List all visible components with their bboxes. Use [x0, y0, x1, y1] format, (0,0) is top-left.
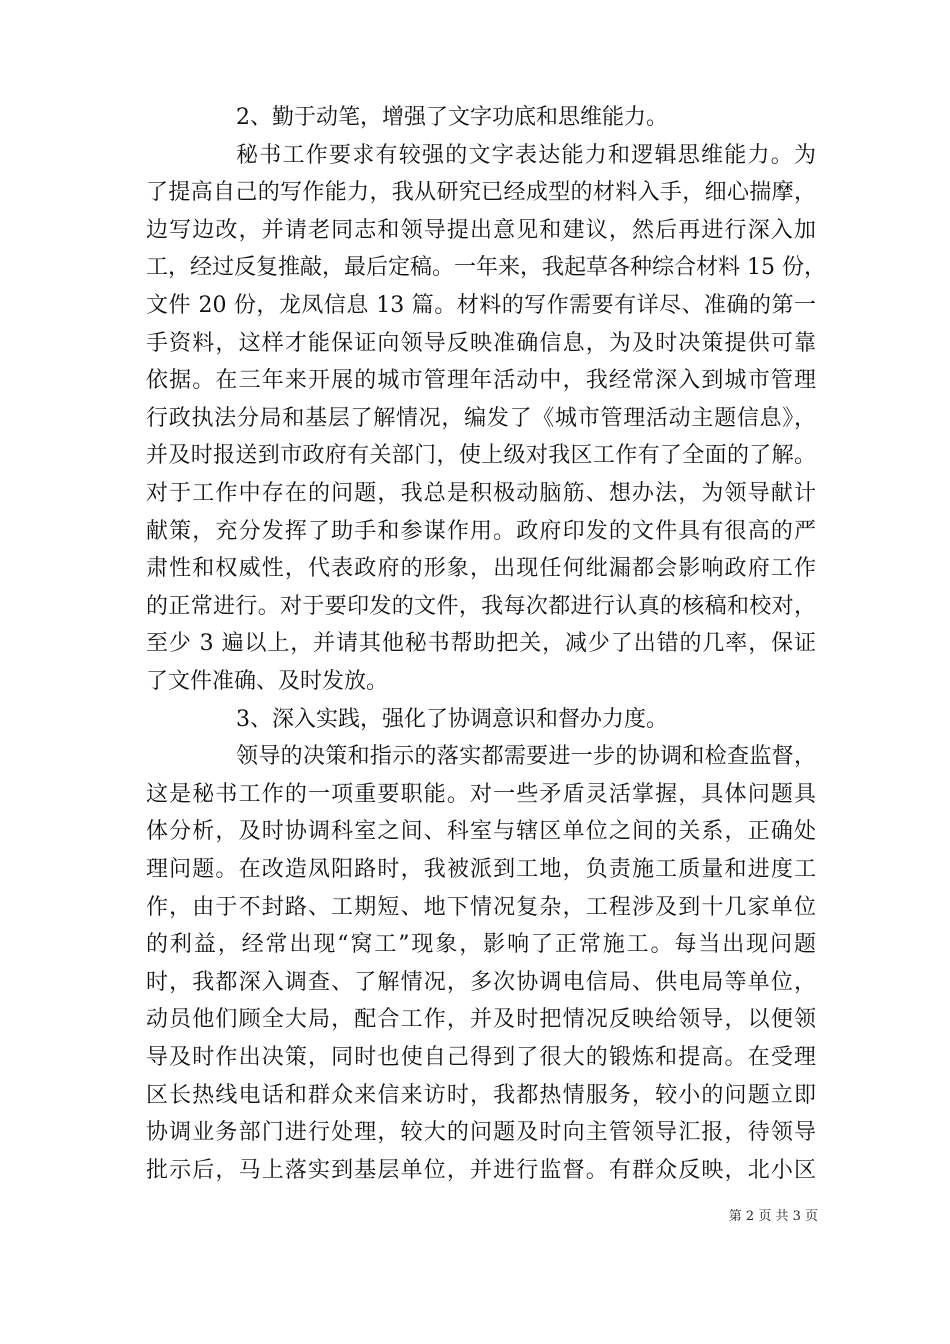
paragraph-line: 秘书工作要求有较强的文字表达能力和逻辑思维能力。为 — [236, 142, 816, 168]
paragraph-line: 协调业务部门进行处理，较大的问题及时向主管领导汇报，待领导 — [146, 1120, 816, 1146]
section-heading-2: 2、勤于动笔，增强了文字功底和思维能力。 — [236, 105, 668, 130]
paragraph-line: 献策，充分发挥了助手和参谋作用。政府印发的文件具有很高的严 — [146, 518, 816, 544]
paragraph-line: 时，我都深入调查、了解情况，多次协调电信局、供电局等单位， — [146, 969, 816, 995]
paragraph-line: 行政执法分局和基层了解情况，编发了《城市管理活动主题信息》， — [146, 405, 816, 431]
section-heading-3: 3、深入实践，强化了协调意识和督办力度。 — [236, 706, 668, 732]
paragraph-line: 动员他们顾全大局，配合工作，并及时把情况反映给领导，以便领 — [146, 1007, 816, 1033]
paragraph-line: 依据。在三年来开展的城市管理年活动中，我经常深入到城市管理 — [146, 368, 816, 394]
paragraph-line: 理问题。在改造凤阳路时，我被派到工地，负责施工质量和进度工 — [146, 857, 816, 882]
paragraph-line: 工，经过反复推敲，最后定稿。一年来，我起草各种综合材料 15 份， — [146, 255, 826, 281]
paragraph-line: 领导的决策和指示的落实都需要进一步的协调和检查监督， — [236, 744, 816, 770]
paragraph-line: 这是秘书工作的一项重要职能。对一些矛盾灵活掌握，具体问题具 — [146, 781, 816, 807]
paragraph-line: 的利益，经常出现“窝工”现象，影响了正常施工。每当出现问题 — [146, 932, 816, 958]
paragraph-line: 体分析，及时协调科室之间、科室与辖区单位之间的关系，正确处 — [146, 819, 816, 845]
paragraph-line: 肃性和权威性，代表政府的形象，出现任何纰漏都会影响政府工作 — [146, 556, 816, 582]
paragraph-line: 文件 20 份，龙凤信息 13 篇。材料的写作需要有详尽、准确的第一 — [146, 293, 816, 318]
paragraph-line: 作，由于不封路、工期短、地下情况复杂，工程涉及到十几家单位 — [146, 894, 816, 920]
page-number-footer: 第 2 页 共 3 页 — [728, 1209, 818, 1224]
paragraph-line: 批示后，马上落实到基层单位，并进行监督。有群众反映，北小区 — [146, 1157, 816, 1183]
paragraph-line: 了文件准确、及时发放。 — [146, 669, 389, 694]
paragraph-line: 手资料，这样才能保证向领导反映准确信息，为及时决策提供可靠 — [146, 330, 816, 356]
paragraph-line: 至少 3 遍以上，并请其他秘书帮助把关，减少了出错的几率，保证 — [146, 631, 816, 657]
paragraph-line: 区长热线电话和群众来信来访时，我都热情服务，较小的问题立即 — [146, 1082, 816, 1108]
paragraph-line: 边写边改，并请老同志和领导提出意见和建议，然后再进行深入加 — [146, 217, 816, 243]
paragraph-line: 对于工作中存在的问题，我总是积极动脑筋、想办法，为领导献计 — [146, 481, 816, 506]
paragraph-line: 的正常进行。对于要印发的文件，我每次都进行认真的核稿和校对， — [146, 593, 816, 619]
paragraph-line: 了提高自己的写作能力，我从研究已经成型的材料入手，细心揣摩， — [146, 180, 816, 206]
paragraph-line: 并及时报送到市政府有关部门，使上级对我区工作有了全面的了解。 — [146, 443, 816, 469]
paragraph-line: 导及时作出决策，同时也使自己得到了很大的锻炼和提高。在受理 — [146, 1045, 816, 1070]
